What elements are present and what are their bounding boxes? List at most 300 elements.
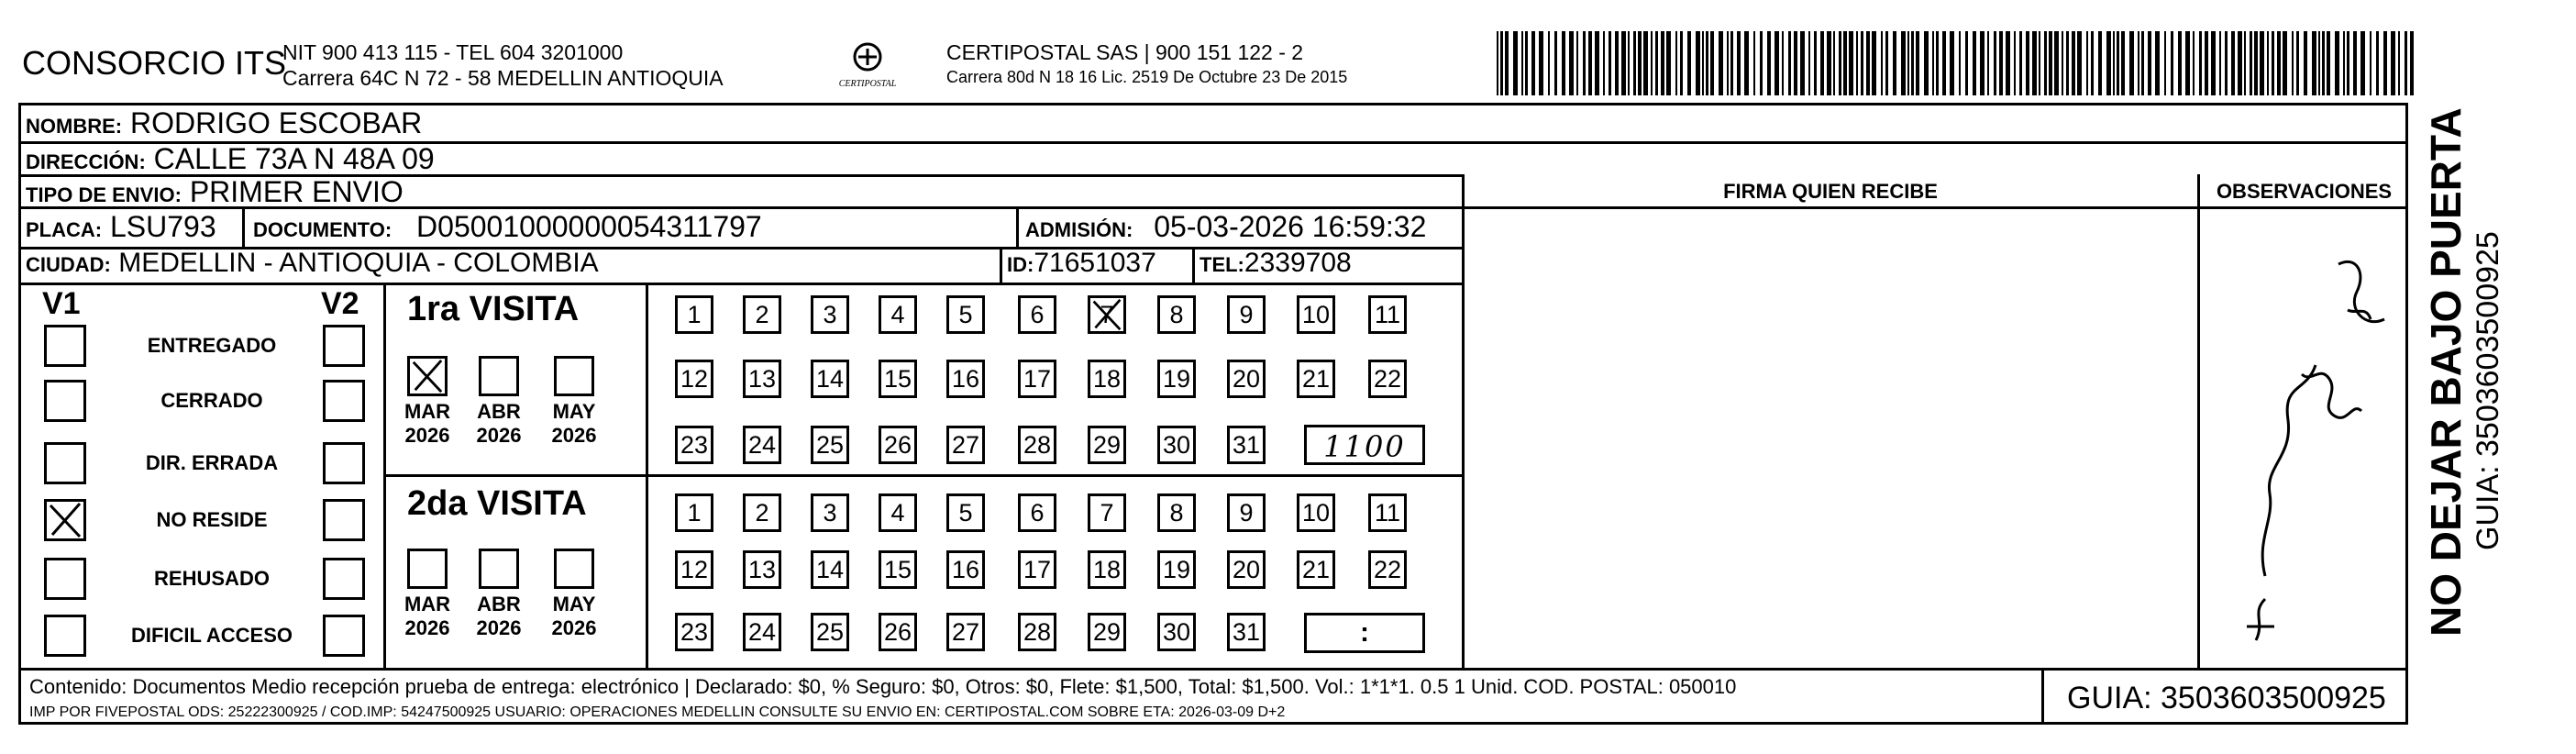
day-number: 9 — [1239, 300, 1254, 328]
day-number: 11 — [1374, 498, 1401, 527]
barcode-bar — [2304, 31, 2307, 95]
barcode-bar — [1833, 31, 1835, 95]
day-number: 19 — [1162, 555, 1191, 583]
day-number: 26 — [883, 617, 912, 646]
barcode-bar — [2062, 31, 2063, 95]
barcode-bar — [1539, 31, 1543, 95]
day-number: 18 — [1092, 555, 1122, 583]
month-name: ABR — [477, 593, 521, 615]
month-name: ABR — [477, 400, 521, 423]
footer-imp-line: IMP POR FIVEPOSTAL ODS: 25222300925 / COD.IMP: 54247500925 USUARIO: OPERACIONES MEDELLIN CONSULTE SU ENVIO EN: CERTIPOSTAL.COM SOBRE ETA: 2026-03-09 D+2 — [29, 704, 1286, 720]
status-v1-checkbox[interactable] — [44, 442, 86, 484]
barcode-bar — [2370, 31, 2371, 95]
barcode-bar — [1562, 31, 1565, 95]
status-v1-checkbox[interactable] — [44, 380, 86, 422]
barcode-bar — [2360, 31, 2365, 95]
certipostal-logo — [831, 39, 904, 95]
barcode-bar — [1702, 31, 1704, 95]
day-checkbox[interactable] — [811, 493, 849, 532]
day-checkbox[interactable] — [1227, 295, 1266, 334]
barcode-bar — [2129, 31, 2134, 95]
status-v1-checkbox[interactable] — [44, 325, 86, 367]
status-v2-checkbox[interactable] — [323, 325, 365, 367]
check-x-icon — [410, 359, 445, 394]
day-checkbox[interactable] — [1157, 360, 1196, 398]
placa-value: LSU793 — [110, 210, 216, 243]
barcode-bar — [1680, 31, 1683, 95]
day-checkbox[interactable] — [1297, 360, 1335, 398]
barcode-bar — [1911, 31, 1914, 95]
barcode-bar — [1727, 31, 1729, 95]
barcode-bar — [1633, 31, 1636, 95]
day-number: 4 — [890, 300, 905, 328]
day-number: 12 — [680, 364, 709, 393]
barcode-bar — [1710, 31, 1714, 95]
day-checkbox[interactable] — [1018, 295, 1056, 334]
ciudad-value: MEDELLIN - ANTIOQUIA - COLOMBIA — [118, 248, 599, 278]
barcode-bar — [1760, 31, 1763, 95]
day-number: 13 — [747, 364, 777, 393]
status-label: ENTREGADO — [147, 334, 277, 357]
documento-value: D05001000000054311797 — [416, 210, 762, 243]
barcode-bar — [2244, 31, 2246, 95]
day-checkbox[interactable] — [1018, 426, 1056, 464]
barcode-bar — [1916, 31, 1919, 95]
day-checkbox[interactable] — [879, 426, 917, 464]
day-checkbox[interactable] — [1368, 493, 1407, 532]
barcode-bar — [1621, 31, 1626, 95]
no-dejar-bajo-puerta: NO DEJAR BAJO PUERTA — [2422, 107, 2470, 637]
day-number: 18 — [1092, 364, 1122, 393]
footer-guia: GUIA: 3503603500925 — [2067, 681, 2386, 715]
barcode-bar — [2347, 31, 2349, 95]
tipo-envio-value: PRIMER ENVIO — [189, 175, 404, 208]
barcode-bar — [1603, 31, 1605, 95]
barcode-bar — [2292, 31, 2294, 95]
barcode-bar — [2272, 31, 2274, 95]
status-v1-checkbox[interactable] — [44, 499, 86, 541]
barcode-bar — [2199, 31, 2202, 95]
barcode-bar — [1753, 31, 1755, 95]
day-checkbox[interactable] — [1088, 295, 1126, 334]
id-row — [1007, 248, 1156, 279]
barcode-bar — [1554, 31, 1557, 95]
id-label: ID: — [1007, 253, 1034, 276]
barcode-bar — [1767, 31, 1771, 95]
day-number: 22 — [1373, 555, 1402, 583]
month-label — [395, 593, 459, 640]
first-visit-time: 1100 — [1323, 429, 1406, 464]
day-number: 14 — [815, 555, 845, 583]
barcode-bar — [1936, 31, 1939, 95]
day-checkbox[interactable] — [1157, 613, 1196, 651]
status-v2-checkbox[interactable] — [323, 558, 365, 600]
barcode-bar — [2405, 31, 2407, 95]
license-line: Carrera 80d N 18 16 Lic. 2519 De Octubre 23 De 2015 — [946, 68, 1348, 86]
day-number: 8 — [1169, 498, 1184, 527]
barcode-bar — [1924, 31, 1929, 95]
day-checkbox[interactable] — [1157, 550, 1196, 589]
day-checkbox[interactable] — [1018, 360, 1056, 398]
barcode-bar — [2032, 31, 2037, 95]
day-checkbox[interactable] — [675, 550, 713, 589]
barcode-bar — [2322, 31, 2325, 95]
barcode-bar — [1999, 31, 2003, 95]
barcode-bar — [1737, 31, 1741, 95]
barcode-bar — [2148, 31, 2151, 95]
day-checkbox[interactable] — [1227, 493, 1266, 532]
month-checkbox[interactable] — [479, 356, 519, 396]
barcode-bar — [1901, 31, 1906, 95]
day-checkbox[interactable] — [1018, 613, 1056, 651]
barcode-bar — [1675, 31, 1677, 95]
barcode-bar — [2312, 31, 2316, 95]
barcode-bar — [1500, 31, 1503, 95]
day-checkbox[interactable] — [1368, 360, 1407, 398]
firma-header: FIRMA QUIEN RECIBE — [1723, 180, 1938, 203]
tel-label: TEL: — [1200, 253, 1244, 276]
day-checkbox[interactable] — [811, 613, 849, 651]
day-number: 25 — [815, 430, 845, 459]
day-number: 27 — [951, 430, 980, 459]
day-checkbox[interactable] — [879, 493, 917, 532]
day-checkbox[interactable] — [811, 550, 849, 589]
admision-row — [1025, 210, 1426, 244]
day-checkbox[interactable] — [675, 493, 713, 532]
day-number: 20 — [1232, 555, 1261, 583]
month-checkbox[interactable] — [407, 549, 448, 589]
barcode-bar — [2044, 31, 2047, 95]
barcode-bar — [1696, 31, 1700, 95]
day-checkbox[interactable] — [1018, 550, 1056, 589]
barcode-bar — [1513, 31, 1518, 95]
barcode-bar — [2141, 31, 2144, 95]
day-number: 4 — [890, 498, 905, 527]
day-number: 23 — [680, 617, 709, 646]
day-checkbox[interactable] — [675, 360, 713, 398]
status-label: REHUSADO — [154, 567, 270, 590]
status-v2-checkbox[interactable] — [323, 442, 365, 484]
barcode-bar — [1651, 31, 1653, 95]
barcode-bar — [1872, 31, 1876, 95]
barcode-bar — [1730, 31, 1733, 95]
barcode-bar — [1839, 31, 1841, 95]
barcode-bar — [1861, 31, 1863, 95]
barcode-bar — [1866, 31, 1870, 95]
check-x-icon — [47, 502, 83, 538]
tipo-envio-label: TIPO DE ENVIO: — [26, 183, 182, 206]
day-checkbox[interactable] — [743, 360, 781, 398]
tel-row — [1200, 248, 1352, 279]
day-checkbox[interactable] — [675, 426, 713, 464]
barcode-bar — [2267, 31, 2269, 95]
barcode-bar — [1881, 31, 1883, 95]
barcode-bar — [1525, 31, 1528, 95]
barcode-bar — [1994, 31, 1996, 95]
month-name: MAY — [552, 593, 596, 615]
day-number: 30 — [1162, 617, 1191, 646]
day-checkbox[interactable] — [811, 295, 849, 334]
month-year: 2026 — [476, 424, 522, 447]
day-checkbox[interactable] — [743, 295, 781, 334]
second-visit-time: : — [1360, 617, 1369, 648]
month-label — [542, 593, 606, 640]
check-x-icon — [1090, 298, 1123, 331]
day-checkbox[interactable] — [1297, 493, 1335, 532]
day-checkbox[interactable] — [1368, 550, 1407, 589]
day-number: 30 — [1162, 430, 1191, 459]
barcode-bar — [1893, 31, 1896, 95]
direccion-row — [26, 142, 435, 176]
day-number: 10 — [1301, 498, 1331, 527]
barcode-bar — [2335, 31, 2339, 95]
barcode-bar — [1576, 31, 1578, 95]
month-checkbox[interactable] — [554, 356, 594, 396]
barcode-bar — [1950, 31, 1954, 95]
barcode-bar — [1820, 31, 1824, 95]
barcode-bar — [1843, 31, 1847, 95]
day-number: 3 — [823, 300, 837, 328]
month-year: 2026 — [476, 616, 522, 639]
admision-value: 05-03-2026 16:59:32 — [1154, 210, 1427, 243]
nombre-row — [26, 106, 422, 140]
day-number: 7 — [1100, 300, 1114, 328]
month-name: MAY — [552, 400, 596, 423]
barcode-bar — [2171, 31, 2173, 95]
barcode-bar — [1706, 31, 1708, 95]
day-checkbox[interactable] — [1227, 613, 1266, 651]
barcode-bar — [1505, 31, 1509, 95]
barcode-bar — [2254, 31, 2258, 95]
barcode-bar — [1980, 31, 1985, 95]
day-checkbox[interactable] — [1088, 493, 1126, 532]
documento-label: DOCUMENTO: — [253, 218, 392, 241]
barcode-bar — [1531, 31, 1535, 95]
day-number: 14 — [815, 364, 845, 393]
day-number: 12 — [680, 555, 709, 583]
day-checkbox[interactable] — [811, 426, 849, 464]
signature — [2201, 209, 2408, 666]
barcode-bar — [2250, 31, 2252, 95]
barcode-bar — [2164, 31, 2166, 95]
day-number: 19 — [1162, 364, 1191, 393]
month-year: 2026 — [551, 616, 597, 639]
day-checkbox[interactable] — [811, 360, 849, 398]
barcode-bar — [2178, 31, 2182, 95]
day-checkbox[interactable] — [675, 613, 713, 651]
day-number: 2 — [755, 300, 769, 328]
footer-contenido: Contenido: Documentos Medio recepción prueba de entrega: electrónico | Declarado: $0, % Seguro: $0, Otros: $0, Flete: $1,500, Total: $1,500. Vol.: 1*1*1. 0.5 1 Unid. COD. POSTAL: 050010 — [29, 675, 1737, 698]
barcode-bar — [2231, 31, 2235, 95]
status-label: NO RESIDE — [156, 508, 268, 531]
barcode-bar — [1808, 31, 1810, 95]
barcode-bar — [2019, 31, 2022, 95]
barcode-bar — [1827, 31, 1831, 95]
day-checkbox[interactable] — [946, 360, 985, 398]
day-number: 1 — [687, 498, 702, 527]
barcode-bar — [2091, 31, 2094, 95]
day-checkbox[interactable] — [879, 360, 917, 398]
first-visit-title: 1ra VISITA — [407, 290, 580, 328]
admision-label: ADMISIÓN: — [1025, 218, 1133, 241]
ciudad-label: CIUDAD: — [26, 253, 111, 276]
day-checkbox[interactable] — [879, 550, 917, 589]
barcode-bar — [2211, 31, 2216, 95]
day-checkbox[interactable] — [675, 295, 713, 334]
status-label: CERRADO — [160, 389, 263, 412]
day-checkbox[interactable] — [946, 550, 985, 589]
month-checkbox[interactable] — [407, 356, 448, 396]
barcode-bar — [2121, 31, 2125, 95]
barcode-bar — [2098, 31, 2102, 95]
day-number: 16 — [951, 555, 980, 583]
day-number: 17 — [1023, 364, 1052, 393]
barcode-bar — [2086, 31, 2088, 95]
first-visit-time-box[interactable] — [1304, 425, 1425, 465]
day-number: 6 — [1030, 300, 1045, 328]
month-label — [395, 400, 459, 448]
day-number: 2 — [755, 498, 769, 527]
day-checkbox[interactable] — [946, 295, 985, 334]
day-checkbox[interactable] — [1157, 493, 1196, 532]
day-checkbox[interactable] — [743, 613, 781, 651]
barcode — [1497, 31, 2416, 95]
day-checkbox[interactable] — [879, 613, 917, 651]
day-number: 1 — [687, 300, 702, 328]
day-checkbox[interactable] — [743, 493, 781, 532]
day-number: 25 — [815, 617, 845, 646]
month-year: 2026 — [404, 424, 450, 447]
nit-line: NIT 900 413 115 - TEL 604 3201000 — [282, 40, 624, 64]
barcode-bar — [2318, 31, 2320, 95]
day-checkbox[interactable] — [743, 426, 781, 464]
barcode-bar — [1655, 31, 1658, 95]
day-number: 23 — [680, 430, 709, 459]
barcode-bar — [1987, 31, 1989, 95]
barcode-bar — [1687, 31, 1691, 95]
barcode-bar — [2039, 31, 2040, 95]
barcode-bar — [2066, 31, 2069, 95]
barcode-bar — [1885, 31, 1888, 95]
status-v1-checkbox[interactable] — [44, 558, 86, 600]
barcode-bar — [2277, 31, 2281, 95]
barcode-bar — [2193, 31, 2195, 95]
day-number: 3 — [823, 498, 837, 527]
day-number: 10 — [1301, 300, 1331, 328]
barcode-bar — [2185, 31, 2190, 95]
barcode-bar — [1615, 31, 1619, 95]
status-v1-checkbox[interactable] — [44, 615, 86, 657]
barcode-bar — [2054, 31, 2059, 95]
day-checkbox[interactable] — [1157, 295, 1196, 334]
barcode-bar — [1856, 31, 1858, 95]
day-number: 5 — [958, 498, 973, 527]
day-checkbox[interactable] — [1018, 493, 1056, 532]
barcode-bar — [1907, 31, 1909, 95]
month-checkbox[interactable] — [479, 549, 519, 589]
day-number: 15 — [883, 364, 912, 393]
day-checkbox[interactable] — [946, 493, 985, 532]
ciudad-row — [26, 248, 599, 279]
day-checkbox[interactable] — [1368, 295, 1407, 334]
barcode-bar — [2391, 31, 2395, 95]
day-number: 31 — [1232, 617, 1261, 646]
day-checkbox[interactable] — [1088, 360, 1126, 398]
day-checkbox[interactable] — [1227, 426, 1266, 464]
status-v2-checkbox[interactable] — [323, 380, 365, 422]
day-number: 27 — [951, 617, 980, 646]
day-checkbox[interactable] — [743, 550, 781, 589]
day-checkbox[interactable] — [1088, 613, 1126, 651]
barcode-bar — [2117, 31, 2119, 95]
day-number: 17 — [1023, 555, 1052, 583]
day-checkbox[interactable] — [946, 613, 985, 651]
day-number: 6 — [1030, 498, 1045, 527]
barcode-bars — [1497, 31, 2416, 95]
second-visit-time-box[interactable] — [1304, 613, 1425, 653]
day-number: 29 — [1092, 430, 1122, 459]
barcode-bar — [2225, 31, 2228, 95]
day-number: 16 — [951, 364, 980, 393]
day-number: 21 — [1301, 555, 1331, 583]
day-number: 5 — [958, 300, 973, 328]
day-checkbox[interactable] — [1157, 426, 1196, 464]
barcode-bar — [2238, 31, 2242, 95]
barcode-bar — [2376, 31, 2379, 95]
carrier-line: CERTIPOSTAL SAS | 900 151 122 - 2 — [946, 40, 1304, 64]
status-v2-checkbox[interactable] — [323, 499, 365, 541]
barcode-bar — [2026, 31, 2029, 95]
v1-label: V1 — [42, 286, 81, 321]
day-number: 31 — [1232, 430, 1261, 459]
day-number: 28 — [1023, 617, 1052, 646]
tel-value: 2339708 — [1244, 248, 1352, 278]
barcode-bar — [2077, 31, 2082, 95]
barcode-bar — [2155, 31, 2160, 95]
month-year: 2026 — [551, 424, 597, 447]
day-checkbox[interactable] — [946, 426, 985, 464]
day-checkbox[interactable] — [1088, 426, 1126, 464]
barcode-bar — [1942, 31, 1946, 95]
barcode-bar — [1782, 31, 1784, 95]
day-checkbox[interactable] — [879, 295, 917, 334]
day-checkbox[interactable] — [1297, 550, 1335, 589]
barcode-bar — [2049, 31, 2052, 95]
day-number: 24 — [747, 430, 777, 459]
day-checkbox[interactable] — [1227, 360, 1266, 398]
barcode-bar — [1744, 31, 1749, 95]
nombre-value: RODRIGO ESCOBAR — [130, 106, 423, 139]
day-number: 22 — [1373, 364, 1402, 393]
month-checkbox[interactable] — [554, 549, 594, 589]
barcode-bar — [1595, 31, 1599, 95]
day-number: 7 — [1100, 498, 1114, 527]
day-checkbox[interactable] — [1297, 295, 1335, 334]
day-checkbox[interactable] — [1227, 550, 1266, 589]
barcode-bar — [2410, 31, 2414, 95]
status-label: DIR. ERRADA — [145, 451, 279, 474]
tipo-envio-row — [26, 175, 404, 209]
barcode-bar — [2014, 31, 2016, 95]
status-v2-checkbox[interactable] — [323, 615, 365, 657]
day-number: 9 — [1239, 498, 1254, 527]
nombre-label: NOMBRE: — [26, 115, 123, 138]
day-checkbox[interactable] — [1088, 550, 1126, 589]
observaciones-header: OBSERVACIONES — [2216, 180, 2393, 203]
barcode-bar — [1794, 31, 1797, 95]
day-number: 13 — [747, 555, 777, 583]
month-label — [542, 400, 606, 448]
